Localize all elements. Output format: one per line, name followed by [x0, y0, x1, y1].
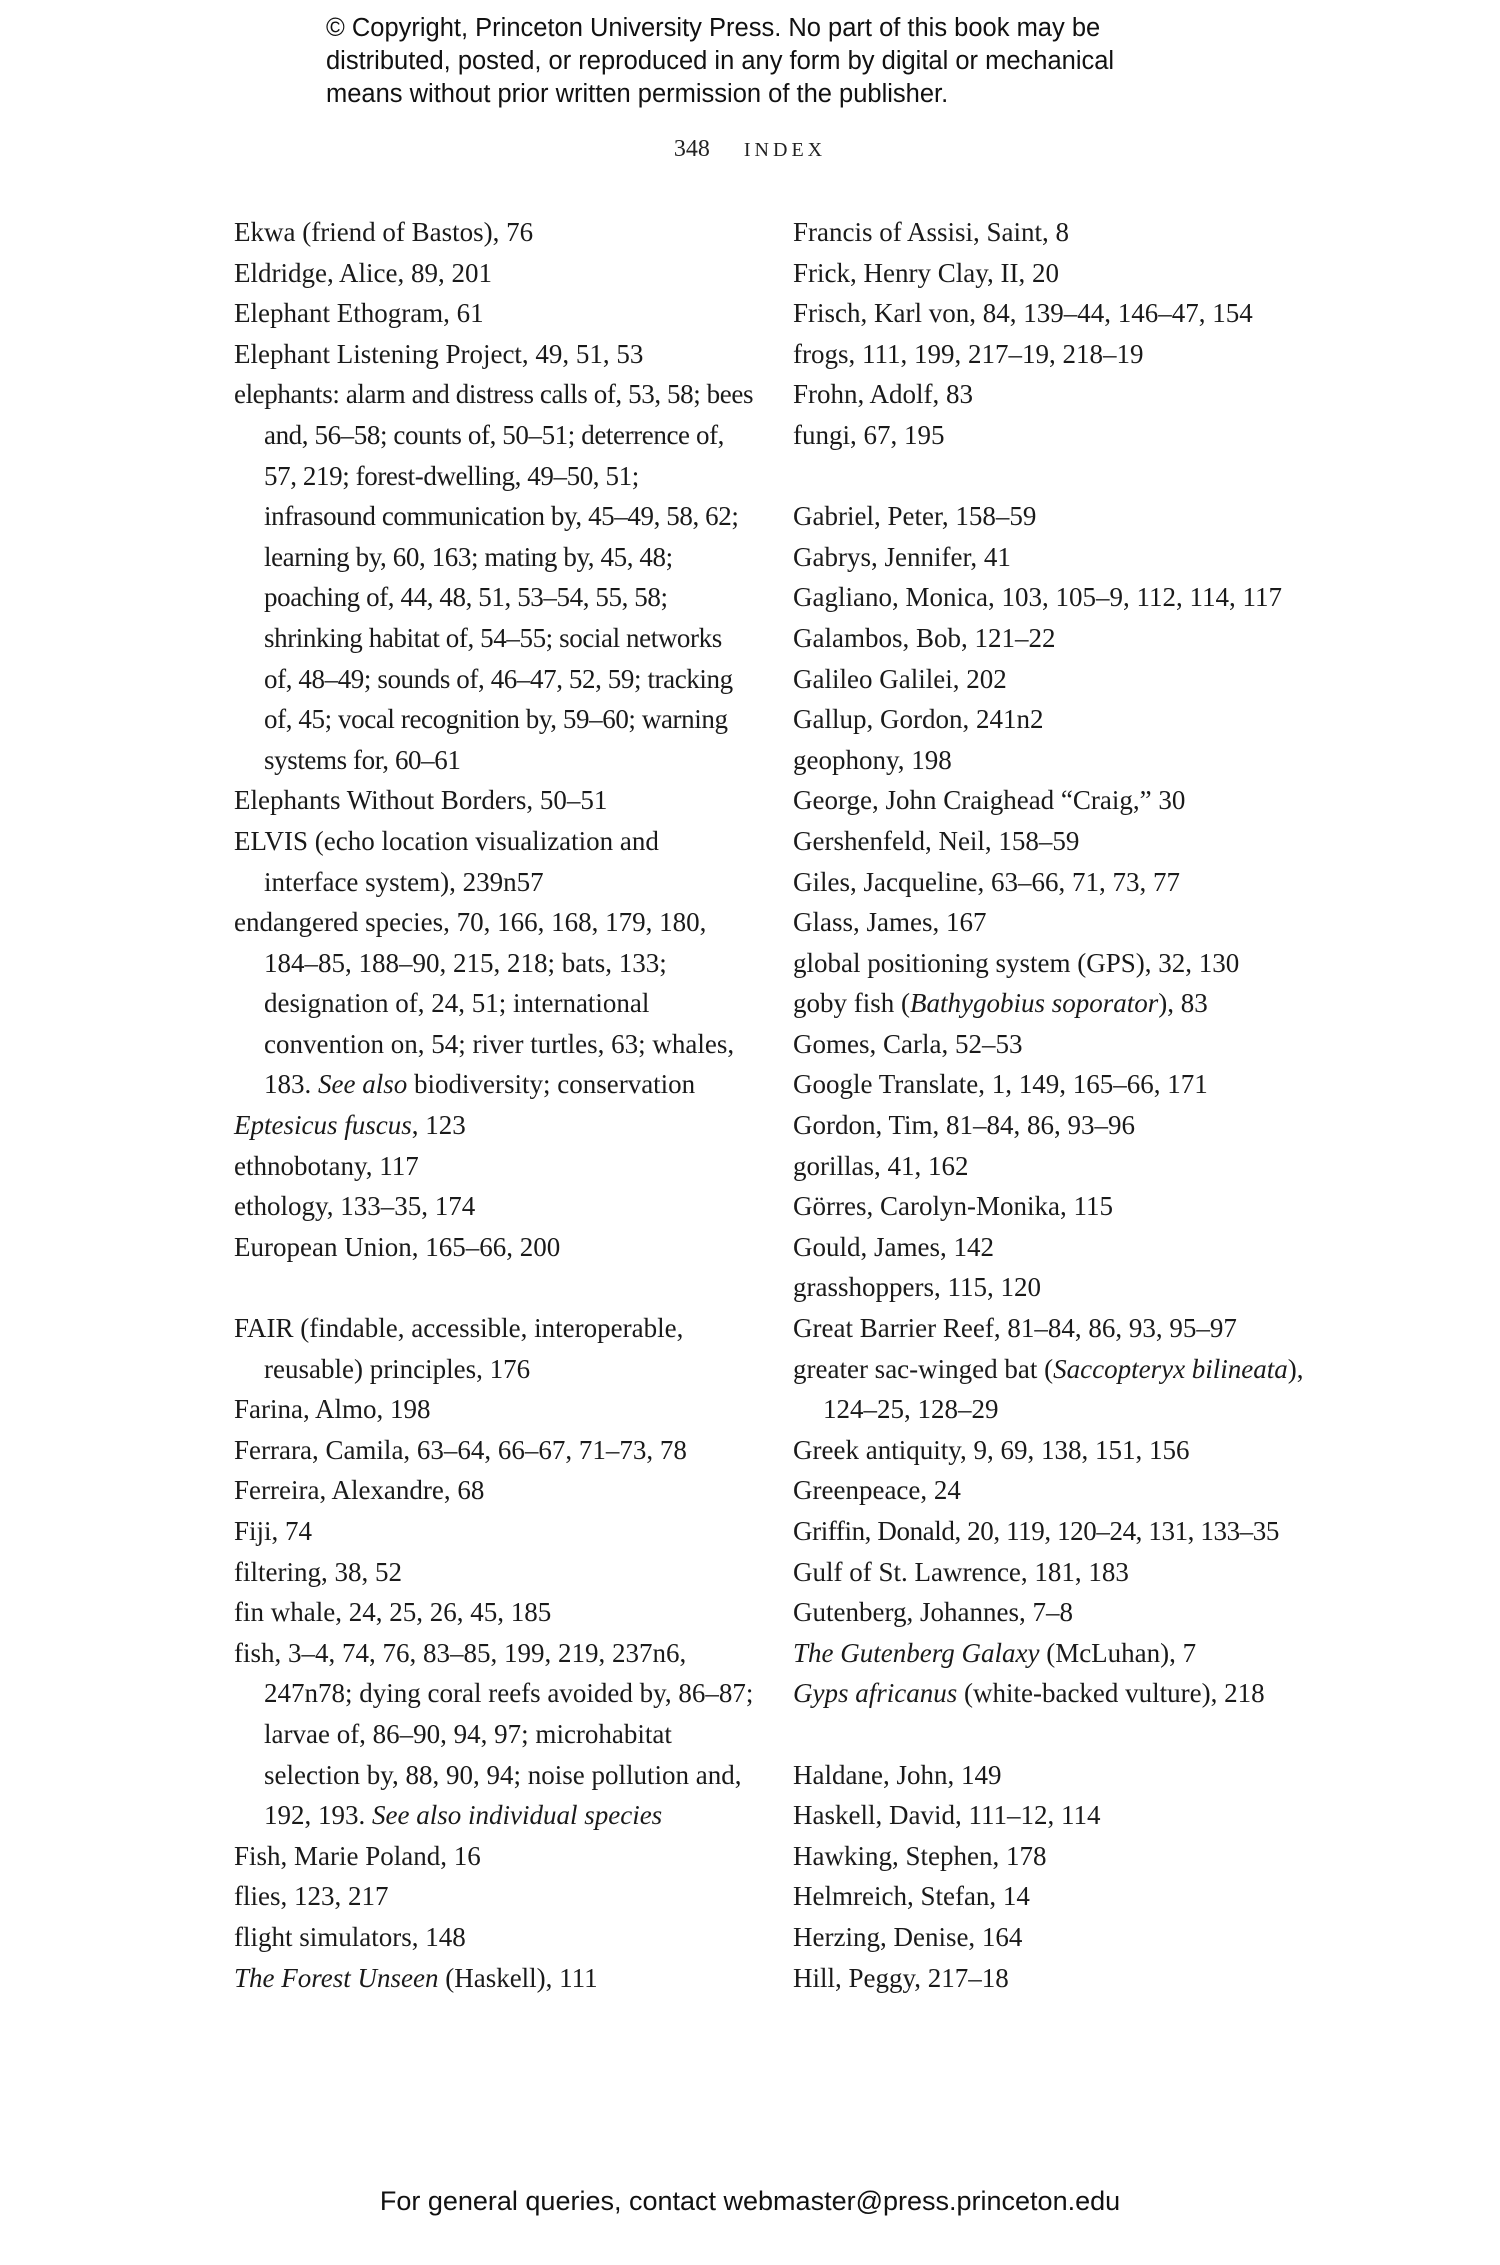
letter-group-gap [793, 456, 1353, 497]
index-entry [793, 1349, 1353, 1430]
index-entry: fin whale, 24, 25, 26, 45, 185 [234, 1597, 552, 1628]
section-title: INDEX [743, 139, 827, 161]
index-entry: Frick, Henry Clay, II, 20 [793, 257, 1059, 288]
index-entry: global positioning system (GPS), 32, 130 [793, 947, 1240, 978]
entry-text: (white-backed vulture), 218 [957, 1678, 1265, 1709]
index-entry: ELVIS (echo location visualization and interface system), 239n57 [234, 825, 659, 897]
index-entry [234, 902, 754, 1105]
index-entry: Francis of Assisi, Saint, 8 [793, 217, 1070, 247]
entry-text: ), 124–25, 128–29 [823, 1353, 1304, 1425]
entry-text: endangered species, 70, 166, 168, 179, 180, 184–85, 188–90, 215, 218; bats, 133; designation of, 24, 51; international convention on, 54; river turtles, 63; whales, 183. [234, 907, 735, 1100]
entry-text: goby fish ( [793, 988, 910, 1019]
index-entry: Griffin, Donald, 20, 119, 120–24, 131, 133–35 [793, 1516, 1279, 1546]
index-entry: Gomes, Carla, 52–53 [793, 1028, 1023, 1059]
entry-text: biodiversity; conservation [413, 1069, 696, 1100]
footer-contact: For general queries, contact webmaster@press.princeton.edu [379, 2186, 1121, 2216]
index-entry: Hill, Peggy, 217–18 [793, 1962, 1009, 1993]
index-entry: Gould, James, 142 [793, 1231, 994, 1262]
index-entry: Frisch, Karl von, 84, 139–44, 146–47, 154 [793, 298, 1253, 329]
entry-text: greater sac-winged bat ( [793, 1353, 1054, 1384]
entry-text: , 123 [411, 1110, 466, 1141]
copyright-notice [326, 12, 1226, 111]
index-entry: Gabriel, Peter, 158–59 [793, 501, 1037, 532]
index-entry: Fiji, 74 [234, 1516, 313, 1546]
see-also-label: See also individual species [372, 1800, 663, 1831]
index-entry: Haskell, David, 111–12, 114 [793, 1800, 1101, 1831]
index-entry: geophony, 198 [793, 744, 952, 775]
index-entry: Gordon, Tim, 81–84, 86, 93–96 [793, 1110, 1136, 1141]
copyright-line: © Copyright, Princeton University Press. No part of this book may be [326, 14, 1101, 42]
index-entry [234, 1105, 754, 1146]
index-entry: Gutenberg, Johannes, 7–8 [793, 1597, 1073, 1628]
index-entry: Greek antiquity, 9, 69, 138, 151, 156 [793, 1434, 1190, 1465]
index-entry: Elephants Without Borders, 50–51 [234, 785, 608, 816]
index-entry [793, 983, 1353, 1024]
index-entry: Galileo Galilei, 202 [793, 663, 1007, 694]
index-entry: flight simulators, 148 [234, 1921, 466, 1952]
index-entry: Ekwa (friend of Bastos), 76 [234, 217, 534, 247]
index-entry: frogs, 111, 199, 217–19, 218–19 [793, 338, 1144, 369]
running-head [0, 136, 1500, 163]
index-entry: gorillas, 41, 162 [793, 1150, 969, 1181]
page-number: 348 [673, 136, 710, 162]
letter-group-gap [234, 1267, 754, 1308]
entry-text: fish, 3–4, 74, 76, 83–85, 199, 219, 237n6, 247n78; dying coral reefs avoided by, 86–87; larvae of, 86–90, 94, 97; microhabitat selection by, 88, 90, 94; noise pollution and, 192, 193. [234, 1637, 754, 1831]
index-entry [793, 1673, 1353, 1714]
see-also-label: See also [318, 1069, 408, 1100]
copyright-line: distributed, posted, or reproduced in any form by digital or mechanical [326, 47, 1115, 75]
index-column-left [234, 212, 754, 1998]
entry-text: ), 83 [1158, 988, 1208, 1019]
index-entry: Gabrys, Jennifer, 41 [793, 541, 1011, 572]
index-entry: Google Translate, 1, 149, 165–66, 171 [793, 1069, 1208, 1100]
index-entry: Helmreich, Stefan, 14 [793, 1881, 1030, 1912]
index-entry: Gallup, Gordon, 241n2 [793, 704, 1044, 735]
index-entry: ethology, 133–35, 174 [234, 1191, 476, 1222]
index-entry: Glass, James, 167 [793, 907, 987, 938]
entry-latin-name: Eptesicus fuscus [234, 1110, 412, 1141]
entry-book-title: The Forest Unseen [234, 1962, 439, 1993]
entry-text: (McLuhan), 7 [1039, 1637, 1197, 1668]
index-entry: Fish, Marie Poland, 16 [234, 1840, 481, 1871]
entry-book-title: The Gutenberg Galaxy [793, 1637, 1040, 1668]
entry-latin-name: Gyps africanus [793, 1678, 958, 1709]
index-entry: elephants: alarm and distress calls of, 53, 58; bees and, 56–58; counts of, 50–51; deterrence of, 57, 219; forest-dwelling, 49–50, 51; infrasound communication by, 45–49, 58, 62; learning by, 60, 163; mating by, 45, 48; poaching of, 44, 48, 51, 53–54, 55, 58; shrinking habitat of, 54–55; social networks of, 48–49; sounds of, 46–47, 52, 59; tracking of, 45; vocal recognition by, 59–60; warning systems for, 60–61 [234, 379, 754, 775]
index-entry: Great Barrier Reef, 81–84, 86, 93, 95–97 [793, 1313, 1237, 1344]
entry-latin-name: Saccopteryx bilineata [1053, 1353, 1288, 1384]
entry-latin-name: Bathygobius soporator [910, 988, 1159, 1019]
index-entry: Galambos, Bob, 121–22 [793, 622, 1056, 653]
index-entry: Farina, Almo, 198 [234, 1394, 431, 1425]
index-entry [234, 1958, 754, 1999]
index-entry: grasshoppers, 115, 120 [793, 1272, 1041, 1303]
index-entry: Eldridge, Alice, 89, 201 [234, 257, 492, 288]
index-entry: Gulf of St. Lawrence, 181, 183 [793, 1556, 1129, 1587]
index-entry: filtering, 38, 52 [234, 1556, 402, 1587]
index-entry: Giles, Jacqueline, 63–66, 71, 73, 77 [793, 866, 1180, 897]
index-entry: Görres, Carolyn-Monika, 115 [793, 1191, 1113, 1222]
index-column-right [793, 212, 1353, 1998]
index-entry: Gershenfeld, Neil, 158–59 [793, 825, 1080, 856]
index-entry: Greenpeace, 24 [793, 1475, 961, 1506]
index-entry: European Union, 165–66, 200 [234, 1231, 561, 1262]
copyright-line: means without prior written permission of the publisher. [326, 80, 949, 108]
index-entry: Ferrara, Camila, 63–64, 66–67, 71–73, 78 [234, 1434, 687, 1465]
entry-text: (Haskell), 111 [438, 1962, 598, 1993]
index-entry: Frohn, Adolf, 83 [793, 379, 974, 410]
index-entry: Elephant Ethogram, 61 [234, 298, 484, 329]
index-entry: George, John Craighead “Craig,” 30 [793, 785, 1186, 816]
index-entry: Haldane, John, 149 [793, 1759, 1002, 1790]
index-entry: FAIR (findable, accessible, interoperable, reusable) principles, 176 [234, 1313, 684, 1384]
index-entry: flies, 123, 217 [234, 1881, 389, 1912]
index-entry: ethnobotany, 117 [234, 1150, 419, 1181]
index-entry: Gagliano, Monica, 103, 105–9, 112, 114, 117 [793, 582, 1282, 613]
index-entry: Elephant Listening Project, 49, 51, 53 [234, 338, 644, 369]
index-entry: Hawking, Stephen, 178 [793, 1840, 1047, 1871]
letter-group-gap [793, 1714, 1353, 1755]
index-entry: fungi, 67, 195 [793, 419, 945, 450]
index-entry [793, 1633, 1353, 1674]
index-entry: Ferreira, Alexandre, 68 [234, 1475, 485, 1506]
index-entry [234, 1633, 754, 1836]
index-entry: Herzing, Denise, 164 [793, 1921, 1023, 1952]
